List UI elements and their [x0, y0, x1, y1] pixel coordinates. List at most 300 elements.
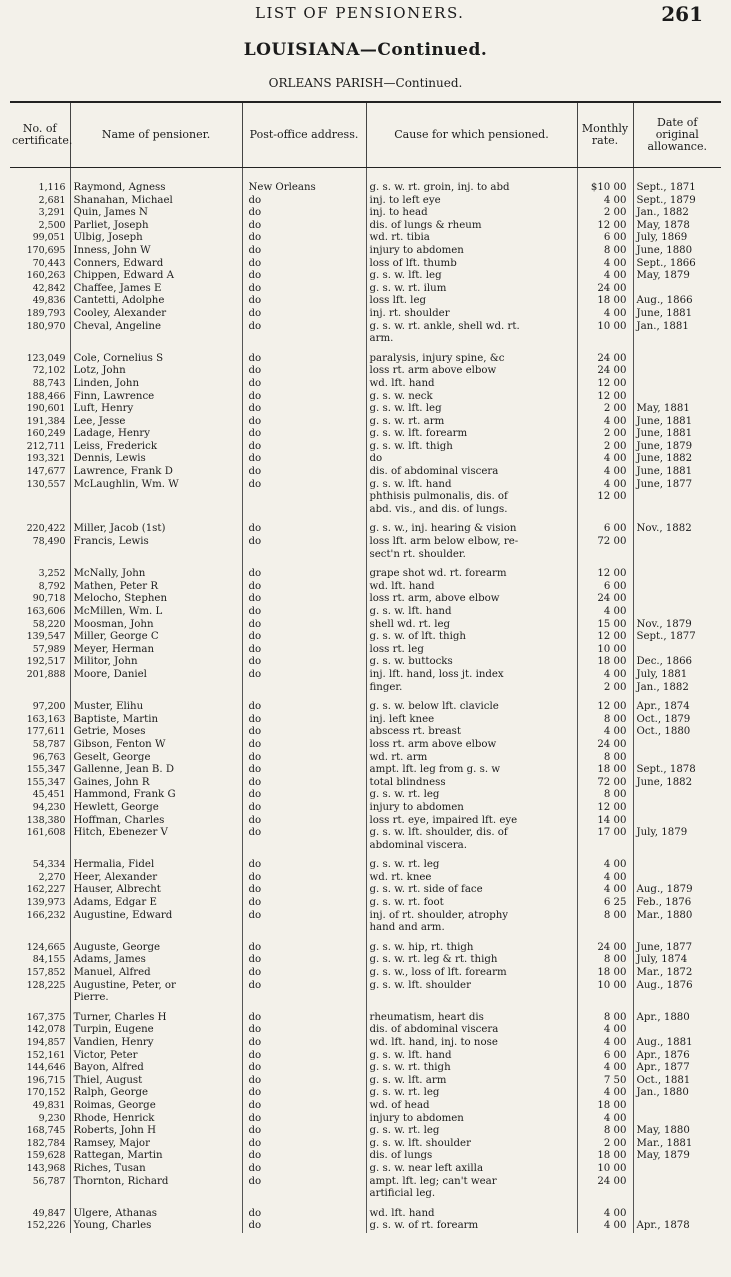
rate-cell: 24 00	[577, 593, 633, 606]
certificate-cell	[10, 491, 70, 504]
post-office-cell: do	[242, 1138, 366, 1151]
date-cell	[633, 1188, 721, 1201]
cause-cell: dis. of abdominal viscera	[366, 1024, 577, 1037]
table-row	[10, 308, 721, 321]
post-office-cell: do	[242, 1125, 366, 1138]
rate-cell: 4 00	[577, 308, 633, 321]
table-row	[10, 1087, 721, 1100]
table-row	[10, 466, 721, 479]
name-cell: Parliet, Joseph	[70, 220, 242, 233]
rate-cell: 8 00	[577, 1012, 633, 1025]
cause-cell: loss lft. leg	[366, 295, 577, 308]
spacer-cell	[633, 1201, 721, 1208]
cause-cell: injury to abdomen	[366, 1113, 577, 1126]
spacer-cell	[10, 1201, 70, 1208]
name-cell: Lee, Jesse	[70, 416, 242, 429]
cause-cell: g. s. w. lft. shoulder, dis. of	[366, 827, 577, 840]
col-header-date: Date of original allowance.	[633, 102, 721, 168]
post-office-cell: do	[242, 859, 366, 872]
date-cell	[633, 353, 721, 366]
post-office-cell	[242, 333, 366, 346]
name-cell: Turner, Charles H	[70, 1012, 242, 1025]
date-cell: Jan., 1882	[633, 682, 721, 695]
spacer-cell	[577, 852, 633, 859]
table-row	[10, 504, 721, 517]
cause-cell: finger.	[366, 682, 577, 695]
spacer-cell	[577, 346, 633, 353]
rate-cell: 12 00	[577, 220, 633, 233]
name-cell: Lotz, John	[70, 365, 242, 378]
date-cell	[633, 802, 721, 815]
post-office-cell: do	[242, 441, 366, 454]
cause-cell: inj. left knee	[366, 714, 577, 727]
spacer-cell	[10, 516, 70, 523]
post-office-cell: do	[242, 815, 366, 828]
name-cell: Cantetti, Adolphe	[70, 295, 242, 308]
date-cell	[633, 581, 721, 594]
rate-cell: 12 00	[577, 391, 633, 404]
certificate-cell: 96,763	[32, 751, 66, 763]
cause-cell: do	[366, 453, 577, 466]
rate-cell: 2 00	[577, 1138, 633, 1151]
rate-cell: 6 00	[577, 581, 633, 594]
cause-cell: g. s. w. rt. leg & rt. thigh	[366, 954, 577, 967]
table-row	[10, 1176, 721, 1189]
rate-cell: 10 00	[577, 1163, 633, 1176]
certificate-cell: 1,116	[38, 182, 66, 193]
name-cell: Mathen, Peter R	[70, 581, 242, 594]
table-row	[10, 859, 721, 872]
cause-cell: loss rt. arm above elbow	[366, 739, 577, 752]
rate-cell: 10 00	[577, 644, 633, 657]
name-cell: Gibson, Fenton W	[70, 739, 242, 752]
rate-cell: 15 00	[577, 619, 633, 632]
spacer-cell	[366, 694, 577, 701]
rate-cell: 18 00	[577, 1100, 633, 1113]
cause-cell: g. s. w. lft. hand	[366, 1050, 577, 1063]
spacer-cell	[633, 852, 721, 859]
group-spacer	[10, 694, 721, 701]
name-cell: Cheval, Angeline	[70, 321, 242, 334]
rate-cell: 2 00	[577, 403, 633, 416]
certificate-cell: 168,745	[26, 1125, 66, 1137]
cause-cell: g. s. w. rt. ankle, shell wd. rt.	[366, 321, 577, 334]
rate-cell: 2 00	[577, 441, 633, 454]
post-office-cell: do	[242, 1163, 366, 1176]
rate-cell: 24 00	[577, 739, 633, 752]
name-cell: Cooley, Alexander	[70, 308, 242, 321]
post-office-cell: do	[242, 872, 366, 885]
certificate-cell: 49,847	[32, 1207, 66, 1219]
spacer-cell	[10, 346, 70, 353]
table-row	[10, 232, 721, 245]
date-cell	[633, 815, 721, 828]
certificate-cell	[10, 682, 70, 695]
certificate-cell: 58,787	[32, 738, 66, 750]
spacer-cell	[577, 1005, 633, 1012]
cause-cell: inj. to left eye	[366, 195, 577, 208]
post-office-cell: do	[242, 739, 366, 752]
name-cell: Shanahan, Michael	[70, 195, 242, 208]
table-row	[10, 726, 721, 739]
certificate-cell: 3,252	[38, 568, 66, 580]
table-row	[10, 581, 721, 594]
name-cell	[70, 1188, 242, 1201]
post-office-cell: do	[242, 980, 366, 993]
cause-cell: inj. of rt. shoulder, atrophy	[366, 910, 577, 923]
cause-cell: wd. rt. knee	[366, 872, 577, 885]
date-cell	[633, 491, 721, 504]
rate-cell: 4 00	[577, 872, 633, 885]
certificate-cell: 161,608	[26, 827, 66, 839]
table-row	[10, 631, 721, 644]
spacer-cell	[577, 1201, 633, 1208]
rate-cell: 6 25	[577, 897, 633, 910]
cause-cell: loss lft. arm below elbow, re-	[366, 536, 577, 549]
rate-cell: 6 00	[577, 523, 633, 536]
rate-cell: 6 00	[577, 1050, 633, 1063]
cause-cell: dis. of lungs & rheum	[366, 220, 577, 233]
date-cell: Apr., 1880	[633, 1012, 721, 1025]
table-row	[10, 764, 721, 777]
date-cell: June, 1882	[633, 777, 721, 790]
table-row	[10, 910, 721, 923]
date-cell: July, 1874	[633, 954, 721, 967]
rate-cell	[577, 1188, 633, 1201]
cause-cell: g. s. w. rt. side of face	[366, 884, 577, 897]
name-cell: Ralph, George	[70, 1087, 242, 1100]
certificate-cell: 220,422	[26, 523, 66, 535]
table-header-row	[10, 102, 721, 168]
rate-cell: 18 00	[577, 764, 633, 777]
certificate-cell: 177,611	[26, 726, 66, 738]
name-cell: Lawrence, Frank D	[70, 466, 242, 479]
post-office-cell: do	[242, 884, 366, 897]
cause-cell: artificial leg.	[366, 1188, 577, 1201]
post-office-cell: do	[242, 802, 366, 815]
rate-cell: 4 00	[577, 1024, 633, 1037]
rate-cell: 4 00	[577, 726, 633, 739]
rate-cell: 4 00	[577, 884, 633, 897]
group-spacer	[10, 561, 721, 568]
name-cell: Raymond, Agness	[70, 168, 242, 195]
spacer-cell	[577, 694, 633, 701]
certificate-cell: 42,842	[32, 282, 66, 294]
cause-cell: g. s. w. lft. leg	[366, 270, 577, 283]
cause-cell: g. s. w. lft. thigh	[366, 441, 577, 454]
date-cell	[633, 1208, 721, 1221]
rate-cell: 4 00	[577, 453, 633, 466]
date-cell: Oct., 1880	[633, 726, 721, 739]
name-cell: Ulgere, Athanas	[70, 1208, 242, 1221]
name-cell: Francis, Lewis	[70, 536, 242, 549]
certificate-cell: 180,970	[26, 320, 66, 332]
date-cell	[633, 840, 721, 853]
cause-cell: g. s. w. lft. leg	[366, 403, 577, 416]
name-cell: Getrie, Moses	[70, 726, 242, 739]
cause-cell: g. s. w. rt. leg	[366, 789, 577, 802]
spacer-cell	[366, 1005, 577, 1012]
cause-cell: dis. of lungs	[366, 1150, 577, 1163]
name-cell: Muster, Elihu	[70, 701, 242, 714]
date-cell: Apr., 1874	[633, 701, 721, 714]
date-cell: Dec., 1866	[633, 656, 721, 669]
post-office-cell: do	[242, 295, 366, 308]
certificate-cell: 142,078	[26, 1024, 66, 1036]
name-cell: Ramsey, Major	[70, 1138, 242, 1151]
cause-cell: g. s. w. of rt. forearm	[366, 1220, 577, 1233]
table-row	[10, 1208, 721, 1221]
post-office-cell: do	[242, 195, 366, 208]
name-cell: Augustine, Edward	[70, 910, 242, 923]
name-cell: Miller, Jacob (1st)	[70, 523, 242, 536]
date-cell: Sept., 1879	[633, 195, 721, 208]
name-cell	[70, 682, 242, 695]
table-row	[10, 777, 721, 790]
rate-cell: 8 00	[577, 910, 633, 923]
post-office-cell: do	[242, 270, 366, 283]
cause-cell: g. s. w. lft. shoulder	[366, 980, 577, 993]
date-cell: Sept., 1871	[633, 168, 721, 195]
certificate-cell: 72,102	[32, 365, 66, 377]
rate-cell: 14 00	[577, 815, 633, 828]
spacer-cell	[10, 694, 70, 701]
cause-cell: abscess rt. breast	[366, 726, 577, 739]
post-office-cell: do	[242, 897, 366, 910]
name-cell: Bayon, Alfred	[70, 1062, 242, 1075]
table-row	[10, 872, 721, 885]
date-cell: Mar., 1872	[633, 967, 721, 980]
cause-cell: ampt. lft. leg from g. s. w	[366, 764, 577, 777]
name-cell	[70, 504, 242, 517]
cause-cell: inj. lft. hand, loss jt. index	[366, 669, 577, 682]
rate-cell	[577, 549, 633, 562]
rate-cell: 17 00	[577, 827, 633, 840]
table-row	[10, 168, 721, 195]
name-cell: Ulbig, Joseph	[70, 232, 242, 245]
cause-cell: wd. rt. tibia	[366, 232, 577, 245]
certificate-cell: 160,263	[26, 270, 66, 282]
certificate-cell: 160,249	[26, 428, 66, 440]
date-cell: Feb., 1876	[633, 897, 721, 910]
cause-cell: wd. lft. hand, inj. to nose	[366, 1037, 577, 1050]
post-office-cell: do	[242, 644, 366, 657]
spacer-cell	[633, 1005, 721, 1012]
certificate-cell: 193,321	[26, 453, 66, 465]
table-row	[10, 954, 721, 967]
post-office-cell: do	[242, 207, 366, 220]
cause-cell: arm.	[366, 333, 577, 346]
rate-cell: 4 00	[577, 1062, 633, 1075]
certificate-cell: 49,836	[32, 295, 66, 307]
cause-cell: wd. rt. arm	[366, 752, 577, 765]
certificate-cell: 170,695	[26, 244, 66, 256]
date-cell	[633, 378, 721, 391]
rate-cell: 12 00	[577, 568, 633, 581]
certificate-cell: 128,225	[26, 979, 66, 991]
spacer-cell	[70, 935, 242, 942]
spacer-cell	[242, 346, 366, 353]
name-cell: Young, Charles	[70, 1220, 242, 1233]
certificate-cell: 45,451	[32, 789, 66, 801]
name-cell: Dennis, Lewis	[70, 453, 242, 466]
post-office-cell: do	[242, 353, 366, 366]
certificate-cell: 212,711	[26, 440, 66, 452]
post-office-cell: do	[242, 789, 366, 802]
cause-cell: loss rt. arm, above elbow	[366, 593, 577, 606]
table-row	[10, 1138, 721, 1151]
spacer-cell	[242, 516, 366, 523]
name-cell: Thornton, Richard	[70, 1176, 242, 1189]
table-row	[10, 295, 721, 308]
rate-cell: 4 00	[577, 1208, 633, 1221]
certificate-cell: 90,718	[32, 593, 66, 605]
post-office-cell	[242, 1188, 366, 1201]
certificate-cell: 56,787	[32, 1175, 66, 1187]
table-row	[10, 536, 721, 549]
rate-cell: 8 00	[577, 245, 633, 258]
spacer-cell	[633, 516, 721, 523]
name-cell	[70, 840, 242, 853]
post-office-cell: do	[242, 308, 366, 321]
col-header-cause: Cause for which pensioned.	[366, 102, 577, 168]
cause-cell: g. s. w. rt. arm	[366, 416, 577, 429]
spacer-cell	[10, 852, 70, 859]
name-cell: Linden, John	[70, 378, 242, 391]
rate-cell: 2 00	[577, 428, 633, 441]
date-cell: Sept., 1866	[633, 258, 721, 271]
table-row	[10, 491, 721, 504]
table-row	[10, 333, 721, 346]
cause-cell: rheumatism, heart dis	[366, 1012, 577, 1025]
cause-cell: g. s. w. near left axilla	[366, 1163, 577, 1176]
table-row	[10, 479, 721, 492]
date-cell	[633, 568, 721, 581]
group-spacer	[10, 346, 721, 353]
name-cell: Riches, Tusan	[70, 1163, 242, 1176]
name-cell: Hauser, Albrecht	[70, 884, 242, 897]
cause-cell: wd. of head	[366, 1100, 577, 1113]
name-cell: Adams, Edgar E	[70, 897, 242, 910]
name-cell: Melocho, Stephen	[70, 593, 242, 606]
post-office-cell: do	[242, 1176, 366, 1189]
table-row	[10, 283, 721, 296]
date-cell: Mar., 1880	[633, 910, 721, 923]
date-cell: Aug., 1876	[633, 980, 721, 993]
date-cell: May, 1879	[633, 270, 721, 283]
rate-cell: 10 00	[577, 980, 633, 993]
certificate-cell: 194,857	[26, 1037, 66, 1048]
table-row	[10, 942, 721, 955]
cause-cell: g. s. w. buttocks	[366, 656, 577, 669]
rate-cell: 4 00	[577, 1113, 633, 1126]
name-cell: Luft, Henry	[70, 403, 242, 416]
spacer-cell	[242, 561, 366, 568]
cause-cell: sect'n rt. shoulder.	[366, 549, 577, 562]
rate-cell: 12 00	[577, 631, 633, 644]
name-cell: Quin, James N	[70, 207, 242, 220]
rate-cell: 4 00	[577, 1037, 633, 1050]
group-spacer	[10, 935, 721, 942]
certificate-cell: 97,200	[32, 701, 66, 713]
name-cell: Hoffman, Charles	[70, 815, 242, 828]
spacer-cell	[633, 561, 721, 568]
cause-cell: wd. lft. hand	[366, 378, 577, 391]
spacer-cell	[10, 561, 70, 568]
rate-cell	[577, 840, 633, 853]
certificate-cell: 155,347	[26, 764, 66, 776]
rate-cell: 18 00	[577, 1150, 633, 1163]
certificate-cell: 2,500	[38, 219, 66, 231]
date-cell: June, 1880	[633, 245, 721, 258]
rate-cell: 12 00	[577, 701, 633, 714]
date-cell	[633, 365, 721, 378]
rate-cell: 12 00	[577, 802, 633, 815]
table-row	[10, 258, 721, 271]
certificate-cell: 162,227	[26, 884, 66, 896]
name-cell	[70, 549, 242, 562]
date-cell: Aug., 1866	[633, 295, 721, 308]
table-row	[10, 752, 721, 765]
date-cell: Apr., 1878	[633, 1220, 721, 1233]
cause-cell: g. s. w. neck	[366, 391, 577, 404]
post-office-cell: do	[242, 631, 366, 644]
post-office-cell: do	[242, 581, 366, 594]
col-header-rate: Monthly rate.	[577, 102, 633, 168]
table-row	[10, 523, 721, 536]
cause-cell: abd. vis., and dis. of lungs.	[366, 504, 577, 517]
certificate-cell	[10, 549, 70, 562]
parish-heading: ORLEANS PARISH—Continued.	[268, 76, 463, 90]
table-row	[10, 245, 721, 258]
cause-cell: g. s. w. rt. thigh	[366, 1062, 577, 1075]
table-row	[10, 403, 721, 416]
certificate-cell: 170,152	[26, 1087, 66, 1099]
table-row	[10, 656, 721, 669]
table-row	[10, 714, 721, 727]
certificate-cell	[10, 840, 70, 853]
spacer-cell	[10, 935, 70, 942]
page-number: 261	[661, 2, 703, 26]
table-row	[10, 922, 721, 935]
group-spacer	[10, 1005, 721, 1012]
col-header-name: Name of pensioner.	[70, 102, 242, 168]
table-row	[10, 378, 721, 391]
table-body	[10, 168, 721, 1233]
post-office-cell: do	[242, 523, 366, 536]
cause-cell: g. s. w. rt. leg	[366, 859, 577, 872]
certificate-cell: 159,628	[26, 1150, 66, 1162]
table-row	[10, 416, 721, 429]
certificate-cell: 58,220	[32, 618, 66, 630]
table-row	[10, 1050, 721, 1063]
date-cell: Mar., 1881	[633, 1138, 721, 1151]
certificate-cell: 3,291	[38, 207, 66, 219]
name-cell: Turpin, Eugene	[70, 1024, 242, 1037]
name-cell: Heer, Alexander	[70, 872, 242, 885]
spacer-cell	[10, 1005, 70, 1012]
table-row	[10, 441, 721, 454]
cause-cell: grape shot wd. rt. forearm	[366, 568, 577, 581]
spacer-cell	[633, 346, 721, 353]
name-cell: Leiss, Frederick	[70, 441, 242, 454]
table-row	[10, 884, 721, 897]
cause-cell: total blindness	[366, 777, 577, 790]
cause-cell: g. s. w. rt. leg	[366, 1087, 577, 1100]
table-row	[10, 321, 721, 334]
table-row	[10, 1163, 721, 1176]
rate-cell: 8 00	[577, 789, 633, 802]
